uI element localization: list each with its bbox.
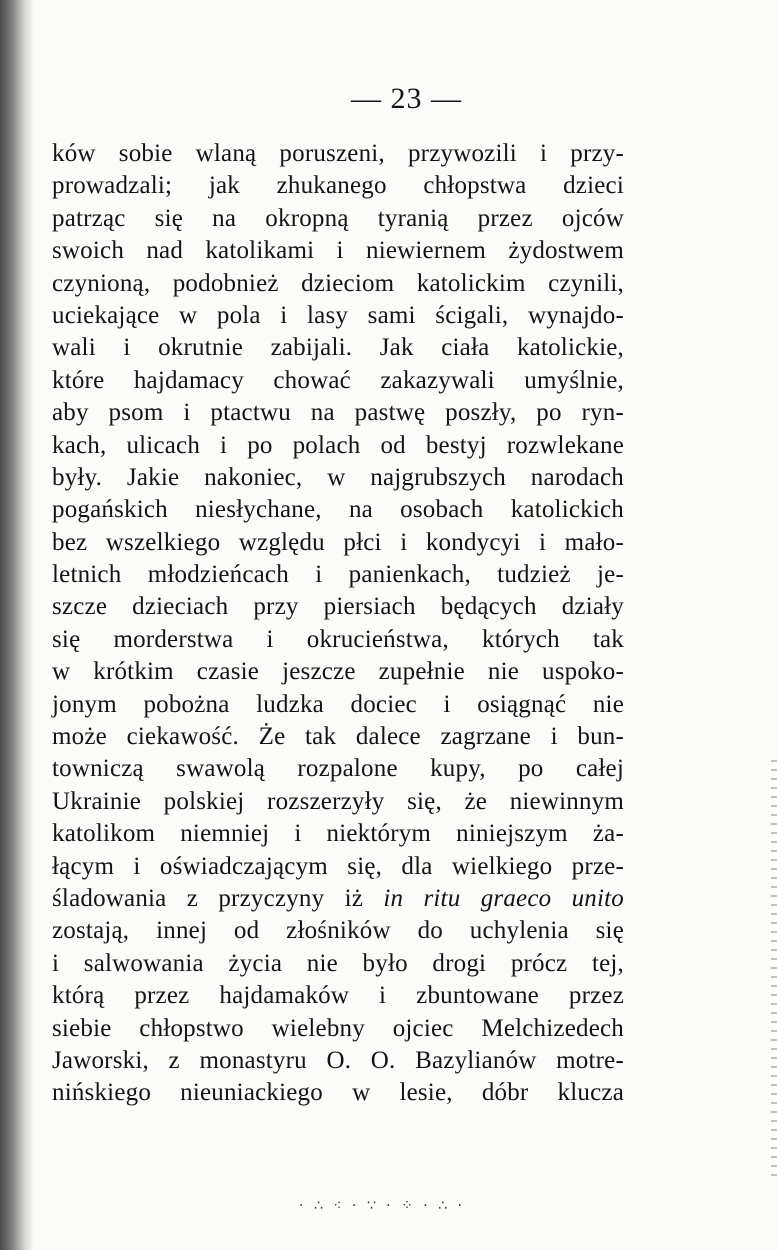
text-line: w krótkim czasie jeszcze zupełnie nie uspoko-: [52, 658, 624, 686]
text-line: czynioną, podobnież dzieciom katolickim czynili,: [52, 269, 624, 297]
text-line: uciekające w pola i lasy sami ścigali, wynajdo-: [52, 301, 624, 329]
body-text: [52, 138, 624, 1110]
page-number: — 23 —: [351, 82, 462, 115]
text-line: nińskiego nieuniackiego w lesie, dóbr klucza: [52, 1079, 624, 1107]
text-line: siebie chłopstwo wielebny ojciec Melchizedech: [52, 1014, 624, 1042]
text-line: może ciekawość. Że tak dalece zagrzane i bun-: [52, 723, 624, 751]
text-line: towniczą swawolą rozpalone kupy, po całej: [52, 755, 624, 783]
text-line: się morderstwa i okrucieństwa, których tak: [52, 625, 624, 653]
binding-gutter-shadow: [0, 0, 34, 1250]
text-line: zostają, innej od złośników do uchylenia się: [52, 917, 624, 945]
print-specks-ornament: · ∴ ⁖ · ∵ · ⁘ · ∴ ·: [299, 1198, 465, 1214]
text-line: aby psom i ptactwu na pastwę poszły, po ryn-: [52, 399, 624, 427]
text-line: swoich nad katolikami i niewiernem żydostwem: [52, 237, 624, 265]
text-line: kach, ulicach i po polach od bestyj rozwlekane: [52, 431, 624, 459]
text-line-with-italic: [52, 883, 624, 915]
page-edge-marks: [771, 760, 777, 1180]
text-line: patrząc się na okropną tyranią przez ojców: [52, 204, 624, 232]
text-line: szcze dzieciach przy piersiach będących działy: [52, 593, 624, 621]
text-line: którą przez hajdamaków i zbuntowane przez: [52, 982, 624, 1010]
text-line: ków sobie wlaną poruszeni, przywozili i przy-: [52, 140, 624, 167]
text-line: Jaworski, z monastyru O. O. Bazylianów motre-: [52, 1046, 624, 1074]
text-line: Ukrainie polskiej rozszerzyły się, że niewinnym: [52, 787, 624, 815]
text-segment: śladowania z przyczyny iż: [52, 884, 364, 912]
text-line: wali i okrutnie zabijali. Jak ciała katolickie,: [52, 334, 624, 362]
text-line: bez wszelkiego względu płci i kondycyi i mało-: [52, 528, 624, 556]
text-line: pogańskich niesłychane, na osobach katolickich: [52, 496, 624, 524]
text-line: letnich młodzieńcach i panienkach, tudzież je-: [52, 561, 624, 589]
text-line: prowadzali; jak zhukanego chłopstwa dzieci: [52, 172, 624, 200]
text-line: jonym pobożna ludzka dociec i osiągnąć nie: [52, 690, 624, 718]
italic-latin-phrase: in ritu graeco unito: [383, 884, 625, 912]
text-line: łącym i oświadczającym się, dla wielkiego prze-: [52, 852, 624, 880]
text-line: i salwowania życia nie było drogi prócz tej,: [52, 949, 624, 977]
text-line: które hajdamacy chować zakazywali umyślnie,: [52, 366, 624, 394]
text-line: katolikom niemniej i niektórym niniejszym ża-: [52, 820, 624, 848]
text-line: były. Jakie nakoniec, w najgrubszych narodach: [52, 463, 624, 491]
